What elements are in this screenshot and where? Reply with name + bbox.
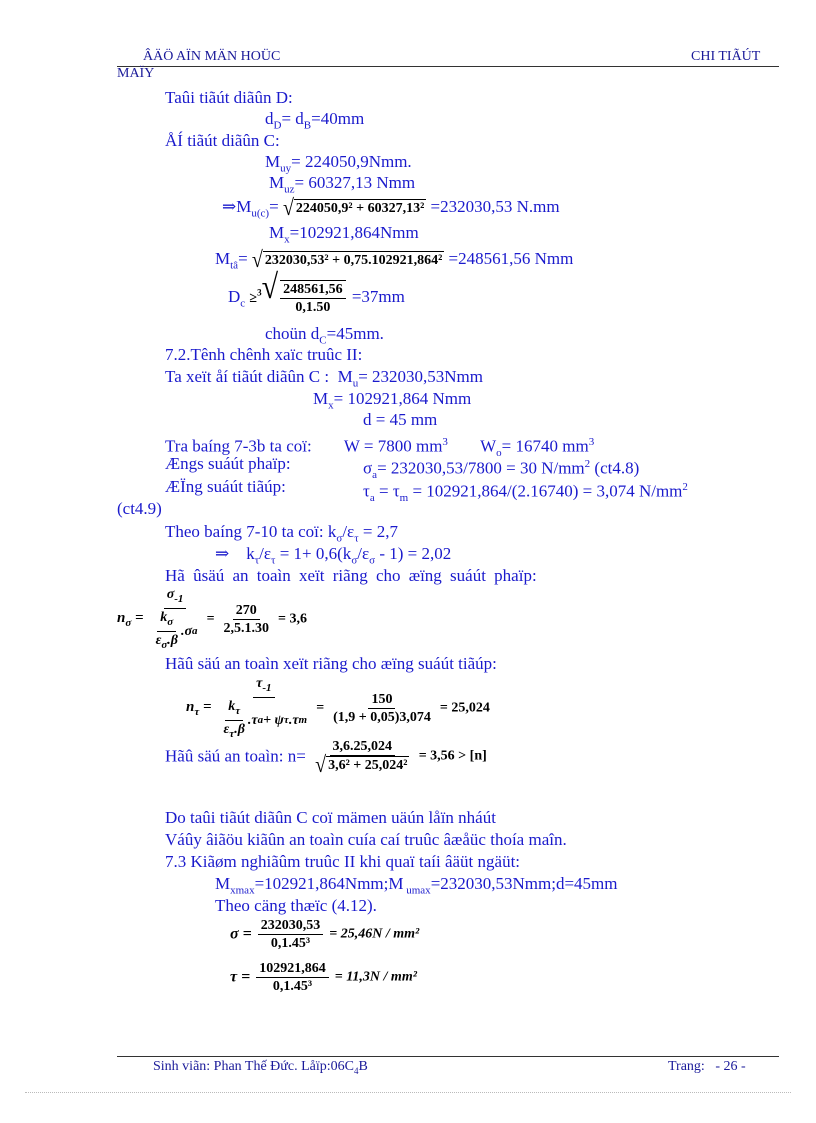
line-muz: $M_{uz}= 60327,13$ Nmm — [269, 173, 416, 196]
line-table-7-3b: Tra baíng 7-3b ta coï: W = 7800 $mm^3$ $W_o= 16740$ $mm^3$ — [165, 436, 595, 460]
line-safety-normal: Hã ûsäú an toaìn xeït riãng cho æïng suáút phaïp: — [165, 566, 537, 585]
line-max-values: $M_{xmax}=102921,864Nmm;M$ $_{umax}$=232030,53Nmm;d=45mm — [215, 874, 618, 897]
line-dc-formula: $D_c \ge^3$ √ $\frac{248561,56}{0,1.50}$ =37mm — [228, 268, 405, 315]
line-shear-stress: ÆÏng suáút tiãúp: — [165, 477, 286, 496]
line-mtd-formula: $M_{tâ}=$ √ 232030,53² + 0,75.102921,864² =248561,56 Nmm — [215, 246, 574, 273]
formula-tau: τ = $\frac{102921,864}{\text{0,1.45³}}$ = 11,3N / mm² — [230, 961, 417, 994]
line-k-tau: ⇒ $k_\tau/\varepsilon_\tau = 1+ 0,6(k_\sigma/\varepsilon_\sigma - 1) = 2,02$ — [215, 544, 452, 567]
line-muc-formula: $\Rightarrow M_{u(c)}=$ √ 224050,9² + 60327,13² =232030,53 N.mm — [222, 194, 560, 221]
formula-n-total: Hãû säú an toaìn: n= 3,6.25,024 √ 3,6² + 25,024² = 3,56 > [n] — [165, 739, 487, 778]
line-section-d: Taûi tiãút diãûn D: — [165, 88, 293, 107]
line-section-c: ÅÍ tiãút diãûn C: — [165, 131, 280, 150]
footer-rule — [117, 1056, 779, 1057]
footer-student: Sinh viãn: Phan Thế Đức. $Låïp:06C_4B$ — [153, 1059, 368, 1076]
line-formula-ref: Theo cäng thæïc (4.12). — [215, 896, 377, 915]
formula-n-sigma: $n_\sigma$ = $\sigma_{-1}$ $\frac{k_\sigma}{\varepsilon_\sigma.\beta}$ .σ a = $\frac{270}{2,5.1.30}$ = 3,6 — [117, 587, 307, 651]
line-max-moment: Do taûi tiãút diãûn C coï mämen uäún låïn nháút — [165, 808, 496, 827]
line-muy: $M_{uy}= 224050,9Nmm$. — [265, 152, 412, 175]
line-conclusion: Váûy âiãöu kiãûn an toaìn cuía caí truûc âæåüc thoía maîn. — [165, 830, 567, 849]
line-normal-stress-value: $\sigma_a= 232030,53/7800 = 30$ $N/mm^2$ (ct4.8) — [363, 458, 640, 482]
line-ct4-9: (ct4.9) — [117, 499, 162, 518]
section-heading-7-3: 7.3 Kiãøm nghiãûm truûc II khi quaï taíi âäüt ngäüt: — [165, 852, 521, 871]
formula-n-tau: $n_\tau$ = $\tau_{-1}$ $\frac{k_\tau}{\varepsilon_\tau.\beta}$ .τ a + ψ τ .τ m = $\frac{150}{(1,9 + 0,05)3,074}$ = 25,024 — [186, 676, 490, 740]
line-choose-dc: choün $d_C=45mm$. — [265, 324, 384, 347]
formula-sigma: σ = $\frac{232030,53}{\text{0,1.45³}}$ = 25,46N / mm² — [230, 918, 420, 951]
header-continuation: MAÏY — [117, 66, 155, 81]
line-shear-stress-value: $\tau_a = \tau_m = 102921,864/(2.16740) = 3,074$ $N/mm^2$ — [363, 481, 688, 505]
line-mx-2: $M_x= 102921,864$ Nmm — [313, 389, 472, 412]
line-mx: $M_x=102921,864Nmm$ — [269, 223, 419, 246]
line-safety-shear: Hãû säú an toaìn xeït riãng cho æïng suáút tiãúp: — [165, 654, 497, 673]
line-normal-stress: Ængs suáút phaïp: — [165, 454, 291, 473]
header-title-left: ÂÄÖ AÏN MÄN HOÜC — [143, 49, 281, 64]
line-dd-db: $d_D= d_B=40mm$ — [265, 109, 365, 132]
page-bottom-border — [25, 1092, 791, 1093]
line-d-45: d = 45 mm — [363, 410, 438, 429]
line-consider-c: Ta xeït åí tiãút diãûn C : $M_u= 232030,53Nmm$ — [165, 367, 483, 390]
line-table-7-10: Theo baíng 7-10 ta coï: $k_\sigma/\varepsilon_\tau = 2,7$ — [165, 522, 398, 545]
header-rule — [117, 66, 779, 67]
section-heading-7-2: 7.2.Tênh chênh xaïc truûc II: — [165, 345, 363, 364]
header-title-right: CHI TIÃÚT — [691, 49, 761, 64]
footer-page: Trang: - 26 - — [668, 1059, 746, 1074]
